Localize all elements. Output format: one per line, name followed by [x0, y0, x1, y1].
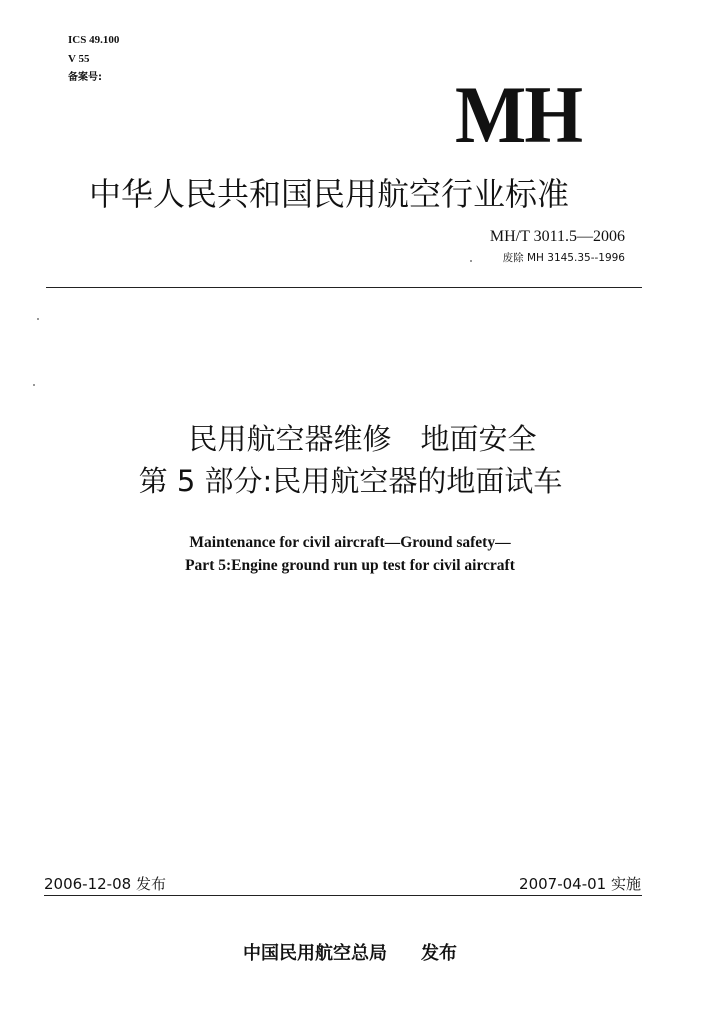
mh-logo: MH — [455, 69, 582, 160]
standard-category-title: 中华人民共和国民用航空行业标准 — [89, 175, 570, 213]
issue-date: 2006-12-08 发布 — [44, 875, 166, 893]
scan-speck — [33, 384, 35, 386]
implementation-date: 2007-04-01 实施 — [519, 875, 641, 893]
publisher-line — [0, 942, 700, 966]
english-title-line-1: Maintenance for civil aircraft—Ground safety— — [189, 534, 511, 551]
header-divider — [46, 287, 642, 288]
chinese-title-line-2: 第 5 部分:民用航空器的地面试车 — [138, 464, 563, 498]
chinese-title-line-1: 民用航空器维修 地面安全 — [188, 422, 537, 456]
ics-code: ICS 49.100 — [68, 34, 120, 46]
scan-speck — [37, 318, 39, 320]
record-number-label: 备案号: — [68, 72, 102, 83]
standard-number: MH/T 3011.5—2006 — [489, 228, 625, 245]
publisher-action: 发布 — [421, 943, 457, 964]
publisher-name: 中国民用航空总局 — [243, 943, 387, 964]
classification-code: V 55 — [68, 53, 90, 65]
footer-divider — [44, 895, 642, 896]
scan-speck — [470, 260, 472, 262]
replaces-note: 废除 MH 3145.35--1996 — [502, 252, 625, 264]
english-title-line-2: Part 5:Engine ground run up test for civil aircraft — [185, 557, 515, 574]
